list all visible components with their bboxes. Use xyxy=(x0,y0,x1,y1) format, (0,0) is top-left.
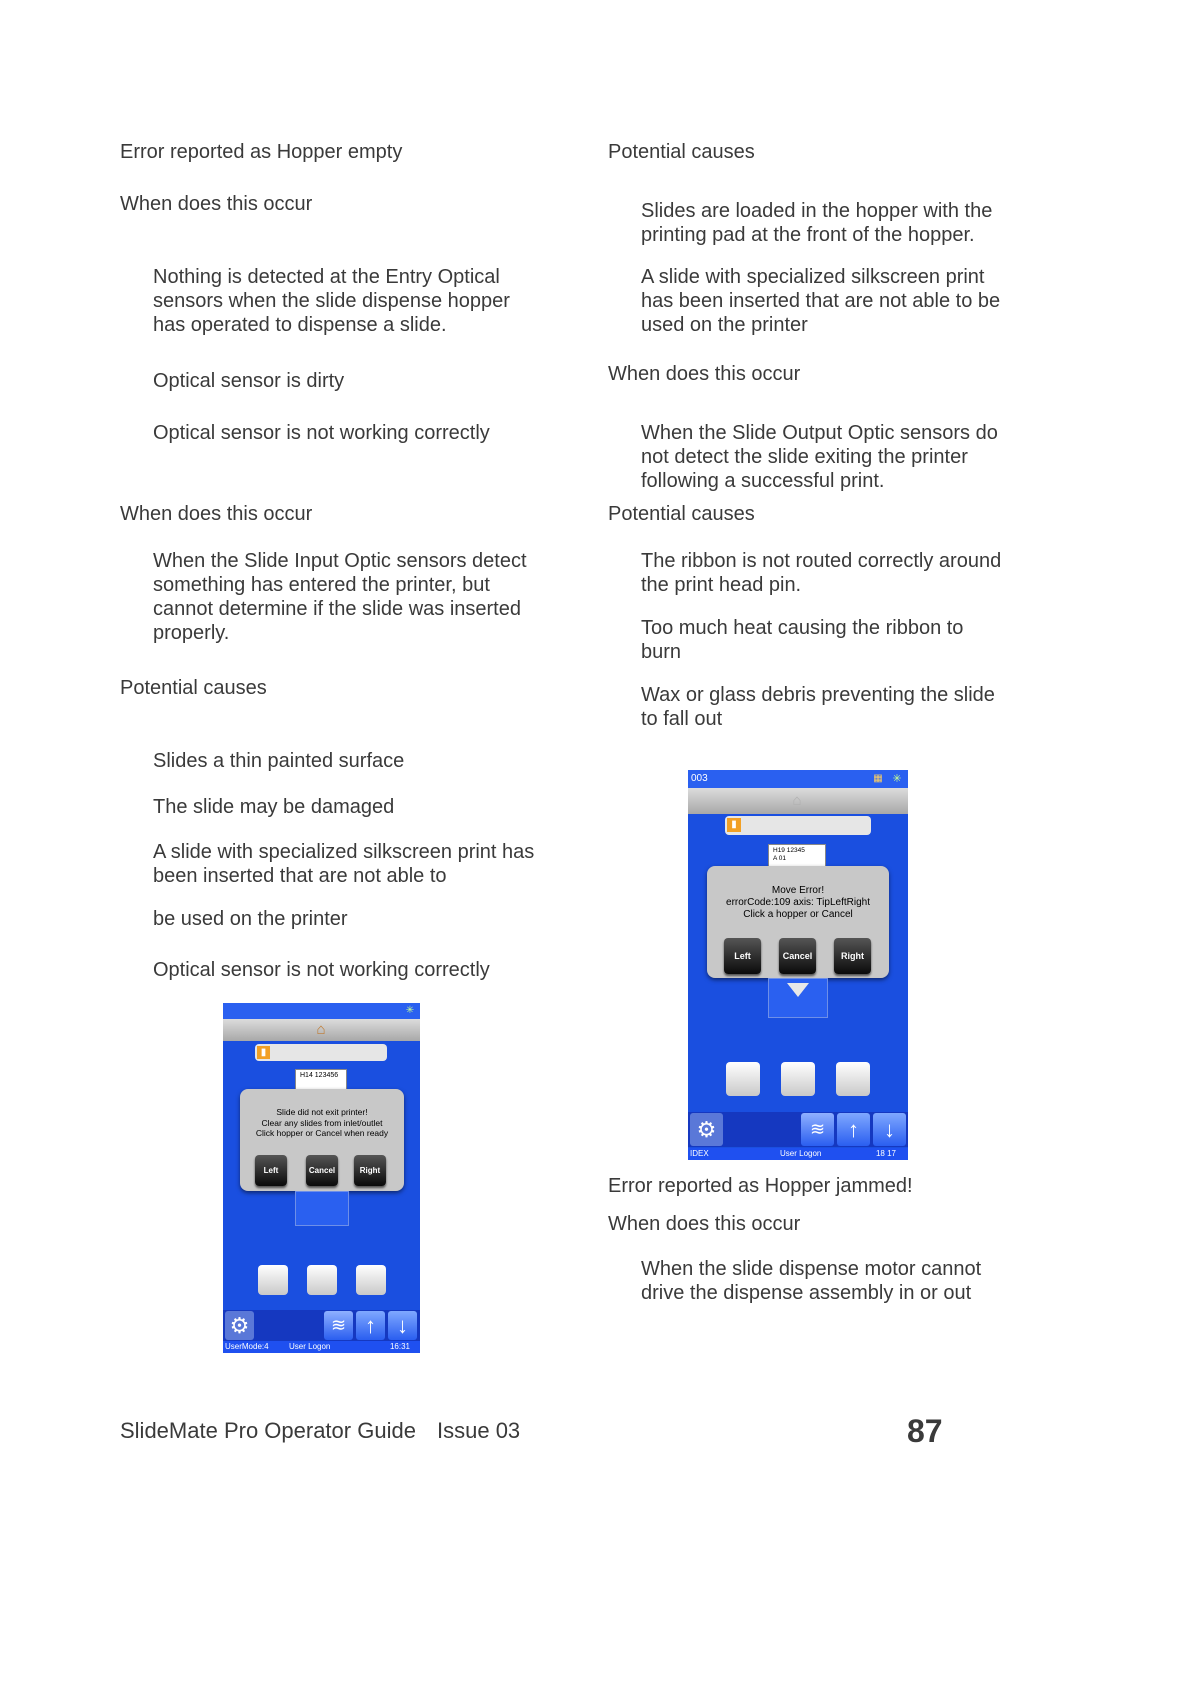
settings-gear-icon[interactable]: ⚙ xyxy=(690,1113,723,1146)
barcode-input[interactable] xyxy=(725,816,871,835)
top-bar xyxy=(223,1003,420,1019)
arrow-down-icon[interactable]: ↓ xyxy=(388,1311,417,1340)
hopper-tile-1[interactable] xyxy=(258,1265,288,1295)
error-dialog xyxy=(707,866,889,978)
bottom-toolbar xyxy=(688,1112,908,1147)
cause-wax-debris: Wax or glass debris preventing the slide to fall out xyxy=(641,684,995,730)
network-icon: ✳ xyxy=(892,773,902,785)
layers-icon[interactable]: ≋ xyxy=(801,1113,834,1146)
status-time: 18 17 xyxy=(875,1149,896,1158)
output-slot xyxy=(768,978,828,1018)
footer-title: SlideMate Pro Operator Guide xyxy=(120,1418,416,1443)
dialog-message: Move Error! errorCode:109 axis: TipLeftRight Click a hopper or Cancel xyxy=(726,885,870,920)
occur-text-r1: When the Slide Output Optic sensors do not detect the slide exiting the printer following a successful print. xyxy=(641,422,998,492)
hopper-tile-1[interactable] xyxy=(726,1062,760,1096)
occur-text-2: When the Slide Input Optic sensors detect something has entered the printer, but cannot determine if the slide was inserted properly. xyxy=(153,550,527,644)
arrow-down-icon[interactable]: ↓ xyxy=(873,1113,906,1146)
slide-label: H14 123456 xyxy=(300,1072,339,1079)
cause-sensor-dirty: Optical sensor is dirty xyxy=(153,370,345,392)
status-logon[interactable]: User Logon xyxy=(780,1149,822,1158)
left-button[interactable]: Left xyxy=(255,1155,287,1186)
cause-silkscreen: A slide with specialized silkscreen print has been inserted that are not able to xyxy=(153,841,535,887)
left-button[interactable]: Left xyxy=(724,938,761,974)
status-mode: IDEX xyxy=(690,1149,709,1158)
barcode-icon: ▮ xyxy=(257,1046,270,1059)
causes-label-2: Potential causes xyxy=(120,677,267,699)
cause-sensor-not-working: Optical sensor is not working correctly xyxy=(153,422,490,444)
occur-label-r1: When does this occur xyxy=(608,363,801,385)
footer-issue: Issue 03 xyxy=(437,1418,521,1443)
down-triangle-icon xyxy=(787,983,809,997)
error-dialog xyxy=(240,1089,404,1191)
network-icon: ✳ xyxy=(405,1005,415,1016)
occur-label-2: When does this occur xyxy=(120,503,313,525)
screenshot-slide-not-exit xyxy=(223,1003,420,1353)
dialog-message: Slide did not exit printer! Clear any slides from inlet/outlet Click hopper or Cancel when ready xyxy=(255,1107,389,1138)
status-time: 16:31 xyxy=(389,1342,410,1351)
hopper-tile-3[interactable] xyxy=(836,1062,870,1096)
cause-used-on-printer: be used on the printer xyxy=(153,908,348,930)
status-logon[interactable]: User Logon xyxy=(289,1342,331,1351)
bottom-toolbar xyxy=(223,1310,420,1341)
hopper-tile-2[interactable] xyxy=(781,1062,815,1096)
right-button[interactable]: Right xyxy=(354,1155,386,1186)
page-number: 87 xyxy=(907,1413,943,1449)
right-button[interactable]: Right xyxy=(834,938,871,974)
home-icon[interactable]: ⌂ xyxy=(316,1021,326,1038)
top-id: 003 xyxy=(691,773,708,784)
status-mode: UserMode:4 xyxy=(225,1342,269,1351)
arrow-up-icon[interactable]: ↑ xyxy=(356,1311,385,1340)
occur-text-r2: When the slide dispense motor cannot drive the dispense assembly in or out xyxy=(641,1258,982,1304)
barcode-input[interactable] xyxy=(255,1044,387,1061)
barcode-icon: ▮ xyxy=(727,818,741,832)
occur-label-r2: When does this occur xyxy=(608,1213,801,1235)
hopper-tile-3[interactable] xyxy=(356,1265,386,1295)
layers-icon[interactable]: ≋ xyxy=(324,1311,353,1340)
status-bar xyxy=(223,1341,420,1353)
cause-thin-painted: Slides a thin painted surface xyxy=(153,750,405,772)
nav-bar xyxy=(688,788,908,814)
cause-ribbon-routed: The ribbon is not routed correctly around the print head pin. xyxy=(641,550,1002,596)
slide-label: H19 12345 A 01 xyxy=(773,847,805,862)
cancel-button[interactable]: Cancel xyxy=(306,1155,338,1186)
heading-hopper-jammed: Error reported as Hopper jammed! xyxy=(608,1175,913,1197)
cause-printing-pad: Slides are loaded in the hopper with the printing pad at the front of the hopper. xyxy=(641,200,993,246)
cancel-button[interactable]: Cancel xyxy=(779,938,816,974)
settings-gear-icon[interactable]: ⚙ xyxy=(225,1311,254,1340)
nav-bar xyxy=(223,1019,420,1041)
home-icon[interactable]: ⌂ xyxy=(792,792,802,809)
cause-too-much-heat: Too much heat causing the ribbon to burn xyxy=(641,617,964,663)
status-bar xyxy=(688,1148,908,1160)
arrow-up-icon[interactable]: ↑ xyxy=(837,1113,870,1146)
causes-label-r2: Potential causes xyxy=(608,503,755,525)
cause-sensor-not-working-2: Optical sensor is not working correctly xyxy=(153,959,490,981)
cause-silkscreen-r: A slide with specialized silkscreen print has been inserted that are not able to be used on the printer xyxy=(641,266,1001,336)
cause-damaged: The slide may be damaged xyxy=(153,796,395,818)
output-slot xyxy=(295,1191,349,1226)
occur-label-1: When does this occur xyxy=(120,193,313,215)
causes-label-r1: Potential causes xyxy=(608,141,755,163)
heading-hopper-empty: Error reported as Hopper empty xyxy=(120,141,403,163)
screenshot-move-error xyxy=(688,770,908,1160)
hopper-status-icon: ▦ xyxy=(873,773,883,784)
hopper-tile-2[interactable] xyxy=(307,1265,337,1295)
occur-text-1: Nothing is detected at the Entry Optical sensors when the slide dispense hopper has operated to dispense a slide. xyxy=(153,266,510,336)
